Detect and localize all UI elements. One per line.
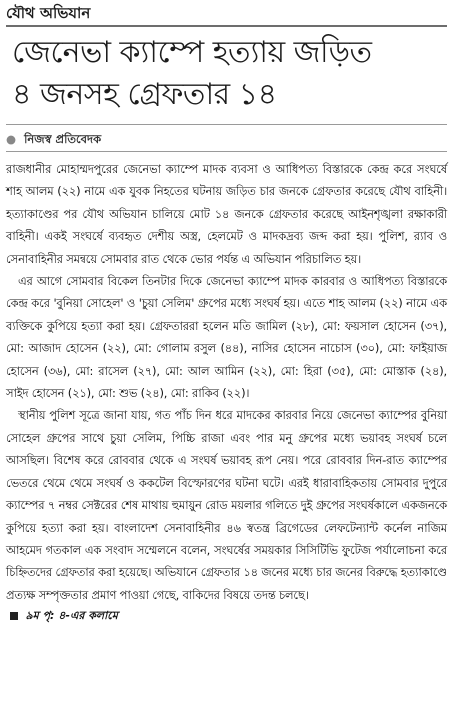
byline-text: নিজস্ব প্রতিবেদক [24, 132, 102, 146]
headline [12, 32, 447, 116]
kicker-label: যৌথ অভিযান [6, 4, 91, 22]
square-bullet-icon [10, 612, 18, 620]
kicker-rule [6, 25, 447, 27]
byline-bottom-rule [6, 151, 447, 152]
bullet-icon: ● [6, 132, 17, 146]
continuation-text: ৯ম পৃ: ৪-এর কলামে [25, 609, 118, 623]
paragraph-1: রাজধানীর মোহাম্মদপুরের জেনেভা ক্যাম্পে মাদক ব্যবসা ও আধিপত্য বিস্তারকে কেন্দ্র করে সংঘর্ষে শাহ আলম (২২) নামে এক যুবক নিহতের ঘটনায় জড়িত চার জনকে গ্রেফতার করেছে যৌথ বাহিনী। হত্যাকাণ্ডের পর যৌথ অভিযান চালিয়ে মোট ১৪ জনকে গ্রেফতার করেছে আইনশৃঙ্খলা রক্ষাকারী বাহিনী। একই সংঘর্ষে ব্যবহৃত দেশীয় অস্ত্র, হেলমেট ও মাদকদ্রব্য জব্দ করা হয়। পুলিশ, র‍্যাব ও সেনাবাহিনীর সমন্বয়ে সোমবার রাত থেকে ভোর পর্যন্ত এ অভিযান পরিচালিত হয়। [6, 162, 447, 266]
headline-line-1: জেনেভা ক্যাম্পে হত্যায় জড়িত [12, 35, 372, 70]
byline [6, 131, 447, 147]
byline-top-rule [6, 124, 447, 125]
article [6, 3, 447, 624]
paragraph-2: এর আগে সোমবার বিকেল তিনটার দিকে জেনেভা ক্যাম্পে মাদক কারবার ও আধিপত্য বিস্তারকে কেন্দ্র করে 'বুনিয়া সোহেল' ও 'চুয়া সেলিম' গ্রুপের মধ্যে সংঘর্ষ হয়। এতে শাহ আলম (২২) নামে এক ব্যক্তিকে কুপিয়ে হত্যা করা হয়। গ্রেফতাররা হলেন মতি জামিল (২৮), মো: ফয়সাল হোসেন (৩৭), মো: আজাদ হোসেন (২২), মো: গোলাম রসুল (৪৪), নাসির হোসেন নাচোস (৩০), মো: ফাইয়াজ হোসেন (৩৬), মো: রাসেল (২৭), মো: আল আমিন (২২), মো: হিরা (৩৫), মো: মোস্তাক (২৪), সাইদ হোসেন (২১), মো: শুভ (২৪), মো: রাকিব (২২)। [6, 274, 447, 401]
continuation-note [6, 608, 447, 624]
article-body [6, 158, 447, 606]
headline-line-2: ৪ জনসহ গ্রেফতার ১৪ [12, 77, 277, 112]
paragraph-3: স্থানীয় পুলিশ সূত্রে জানা যায়, গত পাঁচ দিন ধরে মাদকের কারবার নিয়ে জেনেভা ক্যাম্পের বুনিয়া সোহেল গ্রুপের সাথে চুয়া সেলিম, পিচ্চি রাজা এবং পার মনু গ্রুপের মধ্যে ভয়াবহ সংঘর্ষ চলে আসছিল। বিশেষ করে রোববার থেকে এ সংঘর্ষ ভয়াবহ রূপ নেয়। পরে রোববার দিন-রাত ক্যাম্পের ভেতরে থেমে থেমে সংঘর্ষ ও ককটেল বিস্ফোরণের ঘটনা ঘটে। এরই ধারাবাহিকতায় সোমবার দুপুরে ক্যাম্পের ৭ নম্বর সেক্টরের শেষ মাথায় হুমায়ুন রোড ময়লার গলিতে দুই গ্রুপের সংঘর্ষকালে একজনকে কুপিয়ে হত্যা করা হয়। বাংলাদেশ সেনাবাহিনীর ৪৬ স্বতন্ত্র ব্রিগেডের লেফটেন্যান্ট কর্নেল নাজিম আহমেদ গতকাল এক সংবাদ সম্মেলনে বলেন, সংঘর্ষের সময়কার সিসিটিভি ফুটেজ পর্যালোচনা করে চিহ্নিতদের গ্রেফতার করা হয়েছে। অভিযানে গ্রেফতার ১৪ জনের মধ্যে চার জনের বিরুদ্ধে হত্যাকাণ্ডে প্রত্যক্ষ সম্পৃক্ততার প্রমাণ পাওয়া গেছে, বাকিদের বিষয়ে তদন্ত চলছে। [6, 408, 447, 602]
